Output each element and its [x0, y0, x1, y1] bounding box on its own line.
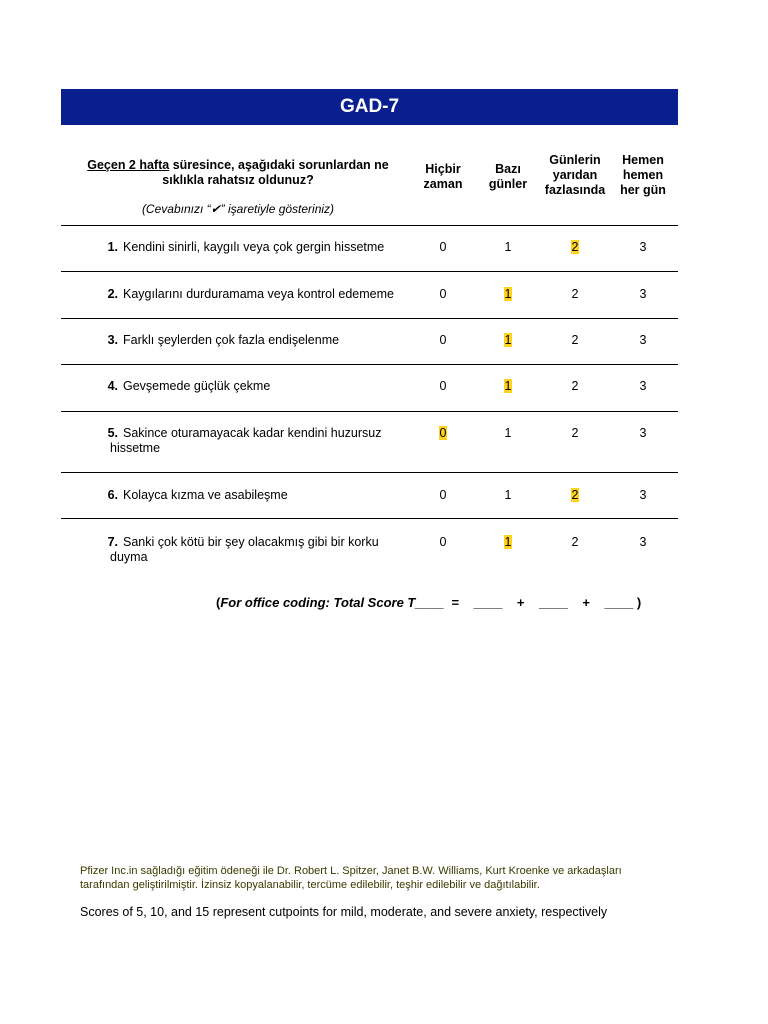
- score-option-selected[interactable]: [488, 379, 528, 393]
- cutpoints-text: Scores of 5, 10, and 15 represent cutpoints for mild, moderate, and severe anxiety, respectively: [80, 905, 608, 919]
- item-number: 7.: [107, 535, 118, 549]
- score-value: 3: [639, 488, 647, 502]
- score-option[interactable]: [423, 240, 463, 254]
- item-text: Kaygılarını durduramama veya kontrol edememe: [123, 287, 394, 301]
- score-option[interactable]: [623, 379, 663, 393]
- item-text: Sanki çok kötü bir şey olacakmış gibi bir korku duyma: [110, 535, 379, 564]
- score-value: 2: [571, 240, 579, 254]
- item-text: Gevşemede güçlük çekme: [123, 379, 271, 393]
- score-value: 0: [439, 535, 447, 549]
- score-option[interactable]: [555, 535, 595, 549]
- score-value: 1: [504, 333, 512, 347]
- score-value: 1: [504, 287, 512, 301]
- divider: [61, 472, 678, 473]
- score-option[interactable]: [488, 240, 528, 254]
- score-value: 1: [504, 240, 512, 254]
- column-header-some-days: [473, 162, 543, 192]
- score-option[interactable]: [423, 535, 463, 549]
- score-option[interactable]: [488, 488, 528, 502]
- score-option-selected[interactable]: [488, 333, 528, 347]
- divider: [61, 411, 678, 412]
- score-option[interactable]: [623, 333, 663, 347]
- column-header-line: Bazı: [495, 162, 521, 176]
- divider: [61, 225, 678, 226]
- question-header: [80, 158, 396, 188]
- score-option[interactable]: [623, 240, 663, 254]
- score-value: 2: [571, 535, 579, 549]
- score-value: 0: [439, 333, 447, 347]
- item-text: Kolayca kızma ve asabileşme: [123, 488, 288, 502]
- item-number: 6.: [107, 488, 118, 502]
- column-header-line: hemen: [622, 168, 664, 182]
- divider: [61, 271, 678, 272]
- score-option[interactable]: [423, 287, 463, 301]
- column-header-more-than-half: [540, 153, 610, 198]
- score-option[interactable]: [555, 333, 595, 347]
- divider: [61, 518, 678, 519]
- title-banner: [61, 89, 678, 125]
- score-value: 0: [439, 287, 447, 301]
- column-header-line: fazlasında: [544, 183, 606, 197]
- question-rest: süresince, aşağıdaki sorunlardan ne sıklıkla rahatsız oldunuz?: [162, 158, 389, 187]
- item-number: 1.: [107, 240, 118, 254]
- question-underlined: Geçen 2 hafta: [87, 158, 170, 172]
- credit-text: Pfizer Inc.in sağladığı eğitim ödeneği ile Dr. Robert L. Spitzer, Janet B.W. Williams, Kurt Kroenke ve arkadaşları tarafından geliştirilmiştir. İzinsiz kopyalanabilir, tercüme edilebilir, teşhir edilebilir ve dağıtılabilir.: [80, 865, 622, 891]
- score-option-selected[interactable]: [423, 426, 463, 440]
- score-value: 2: [571, 426, 579, 440]
- item-text: Farklı şeylerden çok fazla endişelenme: [123, 333, 340, 347]
- score-value: 1: [504, 535, 512, 549]
- item-number: 4.: [107, 379, 118, 393]
- column-header-line: Hiçbir: [425, 162, 461, 176]
- score-value: 0: [439, 240, 447, 254]
- column-header-line: Günlerin: [549, 153, 601, 167]
- score-value: 3: [639, 379, 647, 393]
- coding-formula: = ____ + ____ + ____ ): [444, 595, 642, 610]
- score-value: 0: [439, 379, 447, 393]
- score-value: 1: [504, 488, 512, 502]
- score-option[interactable]: [423, 333, 463, 347]
- score-option[interactable]: [555, 426, 595, 440]
- column-header-line: Hemen: [622, 153, 664, 167]
- score-value: 2: [571, 488, 579, 502]
- coding-label: For office coding: Total Score T____: [220, 595, 445, 610]
- score-option-selected[interactable]: [488, 287, 528, 301]
- score-value: 2: [571, 333, 579, 347]
- score-option-selected[interactable]: [488, 535, 528, 549]
- column-header-line: yarıdan: [552, 168, 598, 182]
- item-number: 2.: [107, 287, 118, 301]
- column-header-line: günler: [488, 177, 528, 191]
- score-value: 1: [504, 379, 512, 393]
- score-value: 2: [571, 379, 579, 393]
- score-option[interactable]: [555, 287, 595, 301]
- item-text: Sakince oturamayacak kadar kendini huzursuz hissetme: [110, 426, 382, 455]
- score-option[interactable]: [623, 488, 663, 502]
- page-title: GAD-7: [339, 96, 400, 117]
- column-header-never: [408, 162, 478, 192]
- score-value: 0: [439, 426, 447, 440]
- divider: [61, 364, 678, 365]
- score-value: 1: [504, 426, 512, 440]
- score-option[interactable]: [623, 426, 663, 440]
- score-value: 3: [639, 535, 647, 549]
- instruction-note: (Cevabınızı “✔” işaretiyle gösteriniz): [141, 202, 335, 216]
- coding-open: (: [216, 595, 221, 610]
- column-header-line: zaman: [423, 177, 463, 191]
- item-number: 3.: [107, 333, 118, 347]
- score-option[interactable]: [623, 535, 663, 549]
- score-option[interactable]: [555, 379, 595, 393]
- score-value: 3: [639, 240, 647, 254]
- score-option-selected[interactable]: [555, 240, 595, 254]
- score-option-selected[interactable]: [555, 488, 595, 502]
- score-value: 3: [639, 333, 647, 347]
- column-header-line: her gün: [620, 183, 666, 197]
- item-number: 5.: [107, 426, 118, 440]
- score-value: 3: [639, 426, 647, 440]
- score-option[interactable]: [423, 379, 463, 393]
- office-coding-line: [216, 595, 641, 610]
- score-option[interactable]: [423, 488, 463, 502]
- divider: [61, 318, 678, 319]
- score-value: 0: [439, 488, 447, 502]
- score-value: 2: [571, 287, 579, 301]
- score-value: 3: [639, 287, 647, 301]
- item-text: Kendini sinirli, kaygılı veya çok gergin hissetme: [123, 240, 385, 254]
- score-option[interactable]: [623, 287, 663, 301]
- score-option[interactable]: [488, 426, 528, 440]
- column-header-nearly-every-day: [608, 153, 678, 198]
